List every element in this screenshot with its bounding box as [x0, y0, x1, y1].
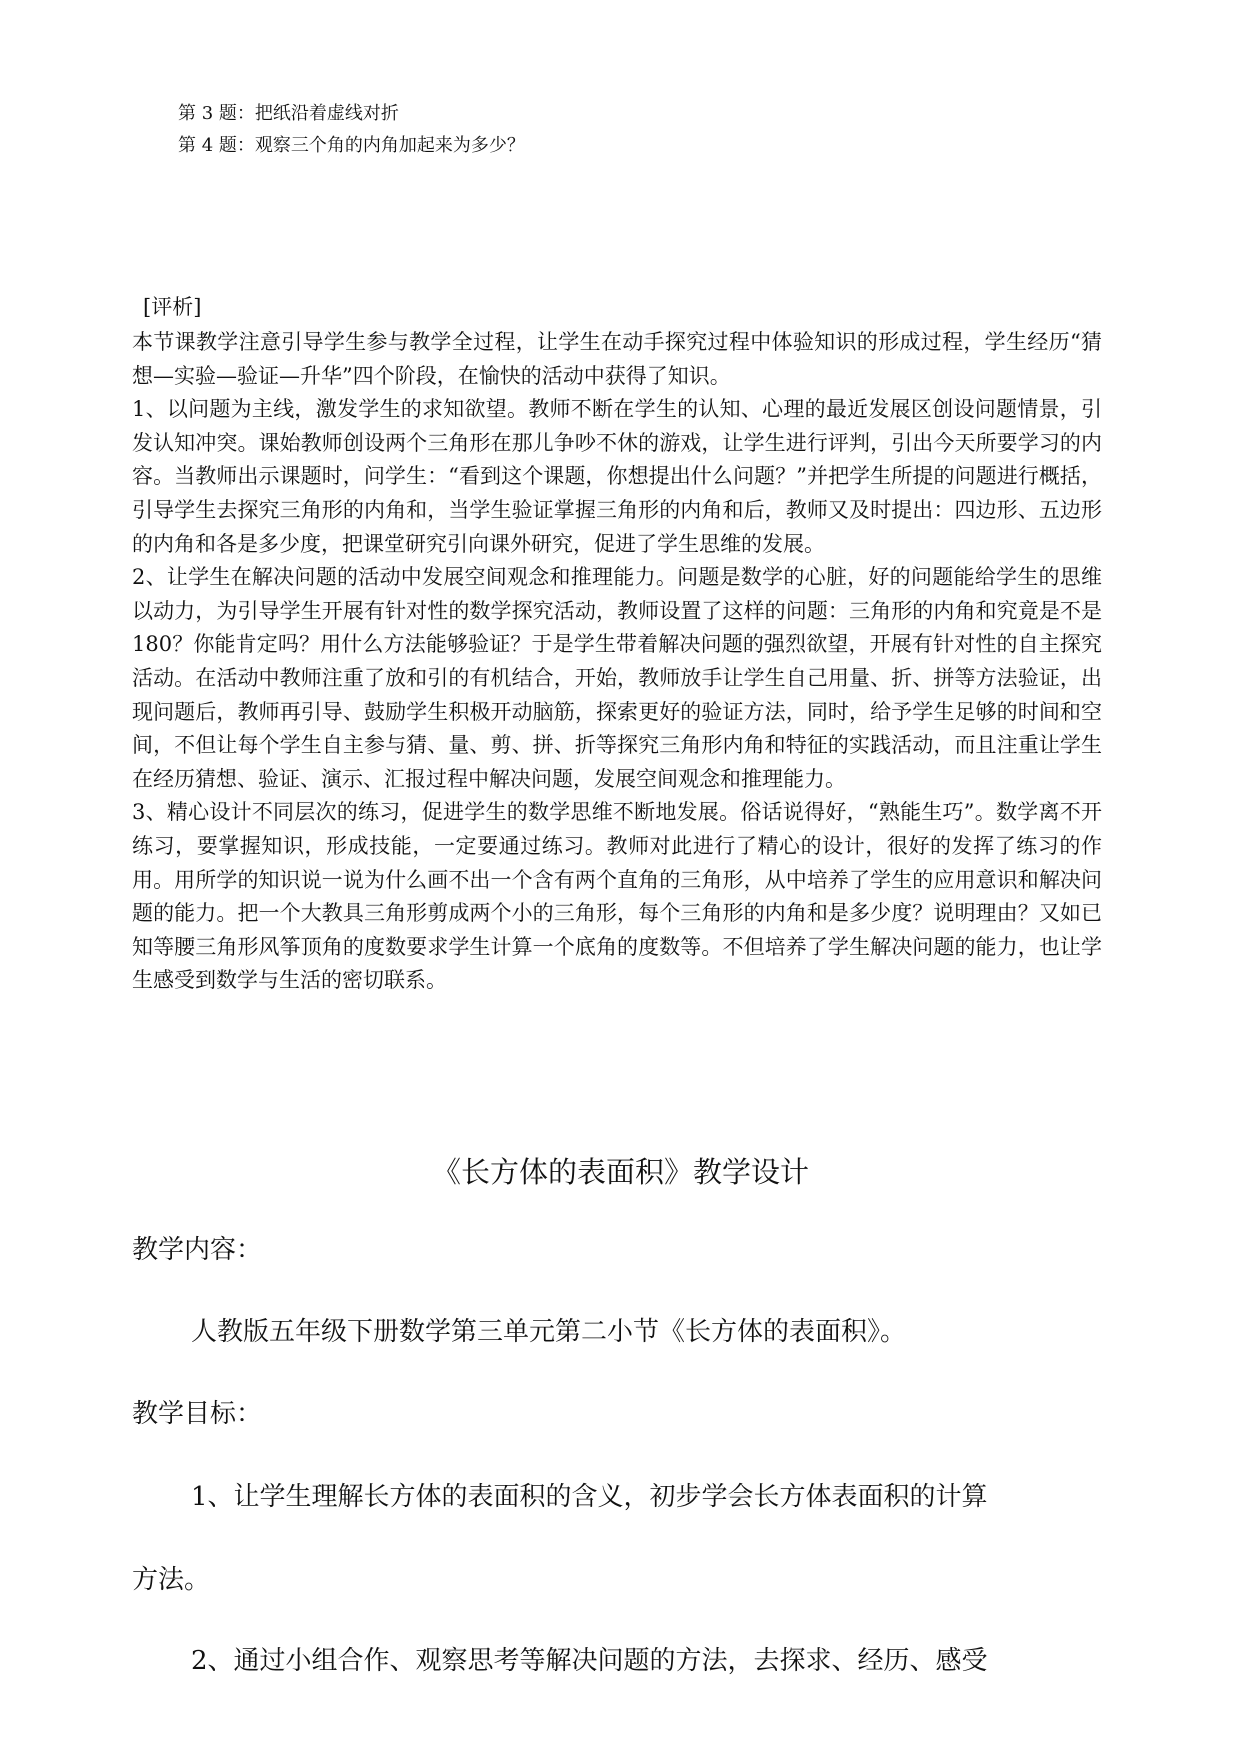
exercise-3: 第 3 题：把纸沿着虚线对折: [178, 103, 399, 124]
goal-1-line-2: 方法。: [132, 1565, 211, 1595]
goal-2-line-1: 2、通过小组合作、观察思考等解决问题的方法，去探求、经历、感受: [191, 1646, 988, 1676]
review-intro-paragraph: 本节课教学注意引导学生参与教学全过程，让学生在动手探究过程中体验知识的形成过程，学生经历“猜想—实验—验证—升华”四个阶段，在愉快的活动中获得了知识。: [132, 330, 1102, 388]
review-text: [132, 326, 1102, 998]
review-point-3: 3、精心设计不同层次的练习，促进学生的数学思维不断地发展。俗话说得好，“熟能生巧”。数学离不开练习，要掌握知识，形成技能，一定要通过练习。教师对此进行了精心的设计，很好的发挥了练习的作用。用所学的知识说一说为什么画不出一个含有两个直角的三角形，从中培养了学生的应用意识和解决问题的能力。把一个大教具三角形剪成两个小的三角形，每个三角形的内角和是多少度？说明理由？又如已知等腰三角形风筝顶角的度数要求学生计算一个底角的度数等。不但培养了学生解决问题的能力，也让学生感受到数学与生活的密切联系。: [132, 800, 1102, 993]
exercise-4: 第 4 题：观察三个角的内角加起来为多少？: [178, 135, 525, 156]
review-heading: [评析]: [143, 295, 202, 319]
review-point-1: 1、以问题为主线，激发学生的求知欲望。教师不断在学生的认知、心理的最近发展区创设问题情景，引发认知冲突。课始教师创设两个三角形在那儿争吵不休的游戏，让学生进行评判，引出今天所要学习的内容。当教师出示课题时，问学生：“看到这个课题，你想提出什么问题？”并把学生所提的问题进行概括，引导学生去探究三角形的内角和，当学生验证掌握三角形的内角和后，教师又及时提出：四边形、五边形的内角和各是多少度，把课堂研究引向课外研究，促进了学生思维的发展。: [132, 397, 1102, 556]
goal-1-line-1: 1、让学生理解长方体的表面积的含义，初步学会长方体表面积的计算: [191, 1482, 988, 1512]
content-text: 人教版五年级下册数学第三单元第二小节《长方体的表面积》。: [191, 1317, 907, 1347]
content-label: 教学内容：: [132, 1235, 263, 1265]
goals-label: 教学目标：: [132, 1399, 263, 1429]
design-title: 《长方体的表面积》教学设计: [431, 1155, 809, 1189]
review-point-2: 2、让学生在解决问题的活动中发展空间观念和推理能力。问题是数学的心脏，好的问题能给学生的思维以动力，为引导学生开展有针对性的数学探究活动，教师设置了这样的问题：三角形的内角和究竟是不是 180？你能肯定吗？用什么方法能够验证？于是学生带着解决问题的强烈欲望，开展有针对性的自主探究活动。在活动中教师注重了放和引的有机结合，开始，教师放手让学生自己用量、折、拼等方法验证，出现问题后，教师再引导、鼓励学生积极开动脑筋，探索更好的验证方法，同时，给予学生足够的时间和空间，不但让每个学生自主参与猜、量、剪、拼、折等探究三角形内角和特征的实践活动，而且注重让学生在经历猜想、验证、演示、汇报过程中解决问题，发展空间观念和推理能力。: [132, 565, 1102, 791]
